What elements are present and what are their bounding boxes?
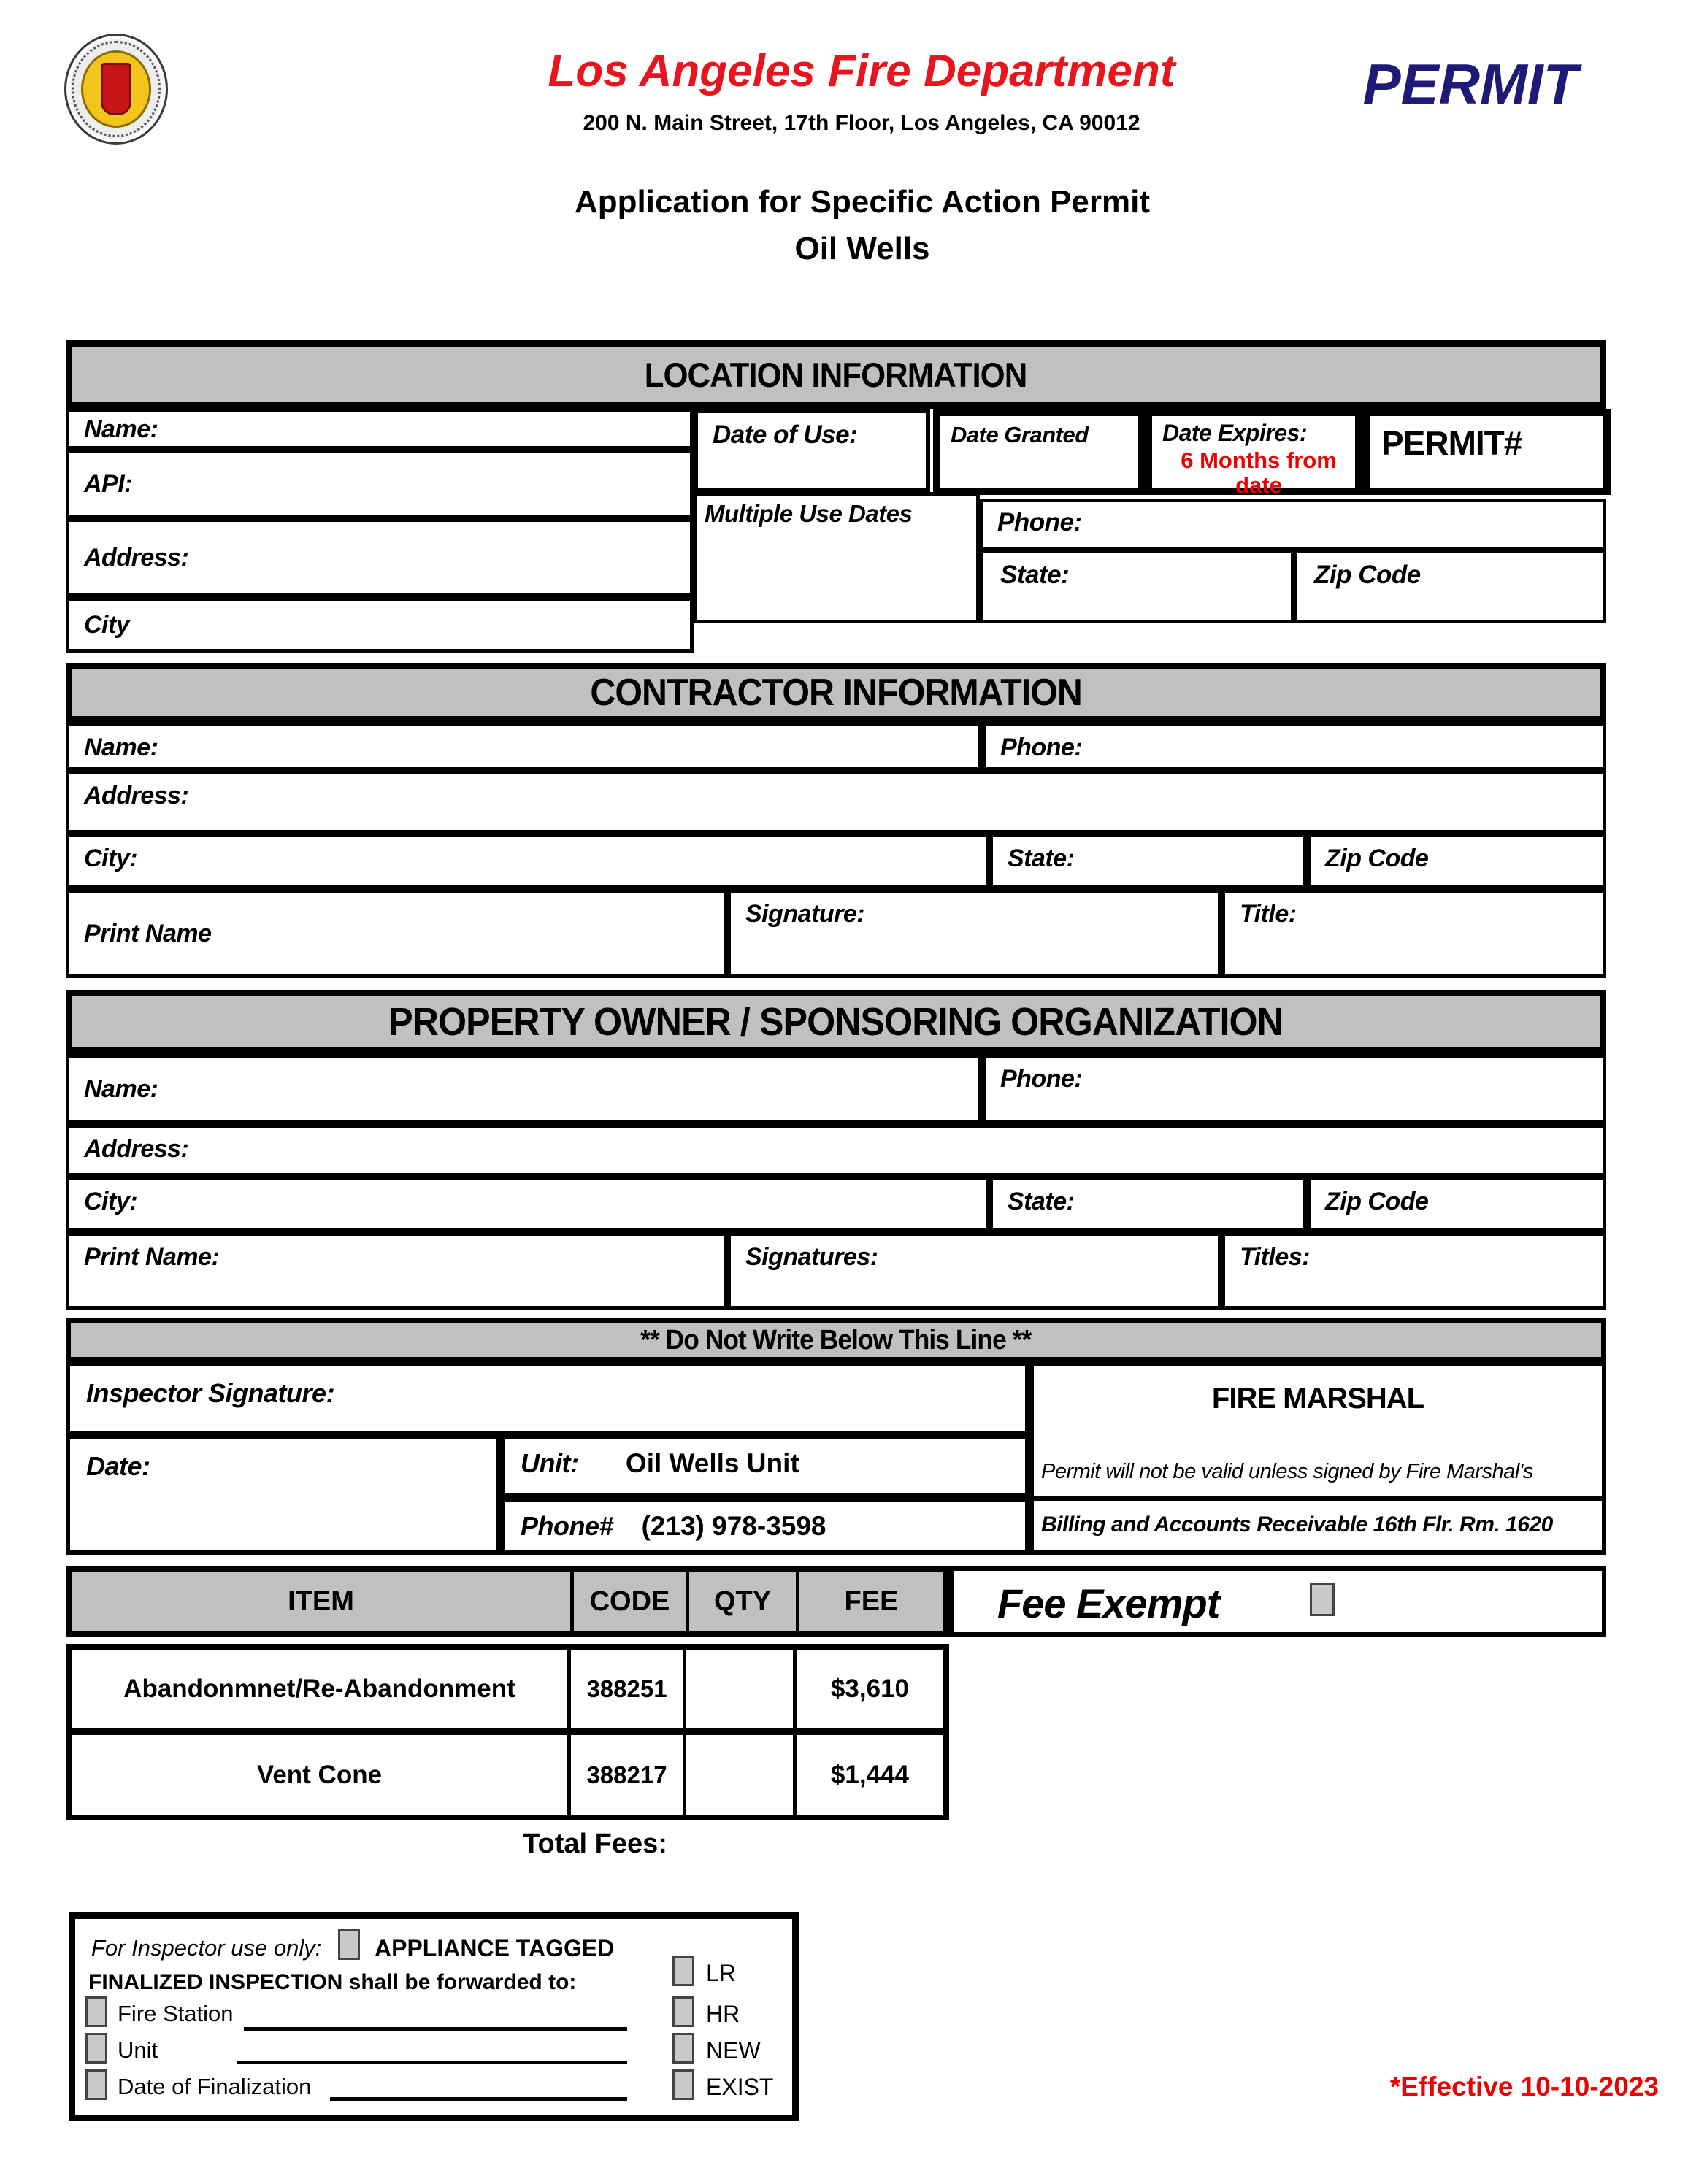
new-checkbox[interactable] <box>672 2033 694 2064</box>
fee-exempt-box <box>949 1566 1606 1637</box>
owner-signatures-label: Signatures: <box>745 1243 878 1271</box>
for-inspector-label: For Inspector use only: <box>91 1935 322 1961</box>
inspector-signature-label: Inspector Signature: <box>86 1378 335 1408</box>
location-date-of-use-field[interactable] <box>694 409 930 492</box>
fire-marshal-box <box>1029 1362 1606 1555</box>
fee-code-cell: 388217 <box>571 1735 686 1815</box>
form-title-line2: Oil Wells <box>794 231 930 266</box>
multiple-use-dates-label: Multiple Use Dates <box>705 500 913 527</box>
office-date-field[interactable] <box>66 1435 500 1555</box>
contractor-phone-field[interactable] <box>982 723 1606 771</box>
location-name-field[interactable] <box>66 409 694 450</box>
date-granted-field[interactable] <box>933 409 1145 495</box>
seal-center <box>81 50 151 128</box>
fee-table-header <box>66 1566 949 1637</box>
hr-checkbox[interactable] <box>672 1996 694 2027</box>
owner-phone-field[interactable] <box>982 1054 1606 1124</box>
contractor-city-field[interactable] <box>66 834 989 889</box>
fee-qty-cell[interactable] <box>686 1735 797 1815</box>
fire-marshal-valid-note: Permit will not be valid unless signed by Fire Marshal's <box>1041 1460 1533 1483</box>
contractor-address-field[interactable] <box>66 771 1606 834</box>
fee-col-qty: QTY <box>689 1572 799 1631</box>
fee-col-item: ITEM <box>72 1572 574 1631</box>
owner-titles-field[interactable] <box>1221 1232 1606 1310</box>
location-phone-label: Phone: <box>997 508 1082 537</box>
location-zip-field[interactable] <box>1294 550 1606 623</box>
location-api-field[interactable] <box>66 450 694 518</box>
contractor-state-label: State: <box>1008 845 1075 872</box>
contractor-title-field[interactable] <box>1221 889 1606 978</box>
unit-line[interactable] <box>237 2061 627 2064</box>
owner-state-field[interactable] <box>989 1177 1307 1232</box>
permit-number-label: PERMIT# <box>1381 424 1522 462</box>
permit-number-field[interactable] <box>1362 409 1611 495</box>
date-of-finalization-line[interactable] <box>330 2097 627 2101</box>
exist-label: EXIST <box>706 2074 774 2100</box>
department-title: Los Angeles Fire Department <box>548 46 1175 96</box>
fee-row-vent-cone <box>66 1731 949 1820</box>
lr-label: LR <box>706 1960 736 1986</box>
fee-qty-cell[interactable] <box>686 1650 797 1728</box>
date-of-finalization-label: Date of Finalization <box>118 2074 312 2099</box>
date-of-finalization-checkbox[interactable] <box>85 2069 107 2100</box>
contractor-city-label: City: <box>84 845 138 872</box>
location-section-header <box>66 340 1606 409</box>
location-city-field[interactable] <box>66 597 694 653</box>
office-phone-label: Phone# <box>521 1511 614 1541</box>
appliance-tagged-label: APPLIANCE TAGGED <box>375 1935 615 1961</box>
contractor-name-field[interactable] <box>66 723 982 771</box>
fee-exempt-label: Fee Exempt <box>997 1580 1220 1626</box>
hr-label: HR <box>706 2001 740 2027</box>
owner-address-field[interactable] <box>66 1124 1606 1177</box>
department-address: 200 N. Main Street, 17th Floor, Los Angeles, CA 90012 <box>583 111 1140 135</box>
owner-print-name-field[interactable] <box>66 1232 727 1310</box>
owner-zip-field[interactable] <box>1307 1177 1606 1232</box>
fee-col-fee: FEE <box>844 1585 899 1617</box>
owner-titles-label: Titles: <box>1240 1243 1311 1271</box>
effective-date-note: *Effective 10-10-2023 <box>1389 2072 1659 2102</box>
inspector-use-box <box>69 1912 799 2121</box>
contractor-name-label: Name: <box>84 734 158 761</box>
location-name-label: Name: <box>84 415 158 443</box>
unit-forward-label: Unit <box>118 2037 158 2063</box>
owner-name-field[interactable] <box>66 1054 982 1124</box>
fee-row-abandonment <box>66 1644 949 1731</box>
contractor-section-title: CONTRACTOR INFORMATION <box>590 672 1082 714</box>
location-zip-label: Zip Code <box>1314 561 1421 589</box>
owner-section-header <box>66 990 1606 1054</box>
lr-checkbox[interactable] <box>672 1956 694 1986</box>
contractor-section-header <box>66 663 1606 723</box>
exist-checkbox[interactable] <box>672 2069 694 2100</box>
contractor-state-field[interactable] <box>989 834 1307 889</box>
owner-address-label: Address: <box>84 1135 189 1163</box>
fee-fee-cell: $3,610 <box>830 1674 910 1703</box>
location-state-field[interactable] <box>980 550 1294 623</box>
location-state-label: State: <box>1000 561 1070 589</box>
owner-state-label: State: <box>1008 1188 1075 1215</box>
office-unit-field[interactable] <box>500 1435 1029 1498</box>
contractor-print-name-field[interactable] <box>66 889 727 978</box>
seal-shield-icon <box>101 63 131 115</box>
permit-stamp: PERMIT <box>1362 52 1578 116</box>
owner-signatures-field[interactable] <box>727 1232 1221 1310</box>
location-address-field[interactable] <box>66 518 694 597</box>
contractor-zip-field[interactable] <box>1307 834 1606 889</box>
fee-item-cell: Abandonmnet/Re-Abandonment <box>72 1650 571 1728</box>
owner-city-label: City: <box>84 1188 138 1215</box>
unit-checkbox[interactable] <box>85 2033 107 2064</box>
fire-station-line[interactable] <box>244 2027 627 2031</box>
date-of-use-label: Date of Use: <box>713 420 858 449</box>
fire-marshal-title: FIRE MARSHAL <box>1211 1383 1424 1415</box>
office-unit-value: Oil Wells Unit <box>625 1448 799 1478</box>
office-phone-value: (213) 978-3598 <box>641 1511 826 1541</box>
location-city-label: City <box>84 610 130 639</box>
appliance-tagged-checkbox[interactable] <box>338 1929 360 1960</box>
lafd-seal <box>64 34 168 145</box>
office-unit-label: Unit: <box>521 1448 579 1478</box>
fire-marshal-divider <box>1034 1496 1602 1501</box>
owner-section-title: PROPERTY OWNER / SPONSORING ORGANIZATION <box>388 1000 1284 1044</box>
contractor-address-label: Address: <box>84 782 189 810</box>
location-phone-field[interactable] <box>980 499 1606 550</box>
owner-print-name-label: Print Name: <box>84 1243 220 1271</box>
contractor-phone-label: Phone: <box>1000 734 1083 761</box>
fee-exempt-checkbox[interactable] <box>1310 1583 1335 1616</box>
multiple-use-dates-field[interactable] <box>694 492 980 623</box>
date-expires-note-line1: 6 Months from date <box>1181 447 1337 498</box>
owner-city-field[interactable] <box>66 1177 989 1232</box>
date-expires-field[interactable] <box>1145 409 1362 498</box>
form-title-line1: Application for Specific Action Permit <box>574 184 1151 220</box>
office-phone-field[interactable] <box>500 1498 1029 1555</box>
contractor-print-name-label: Print Name <box>84 919 212 947</box>
fire-station-checkbox[interactable] <box>85 1996 107 2027</box>
location-api-label: API: <box>84 469 132 498</box>
location-section-title: LOCATION INFORMATION <box>645 355 1027 394</box>
fire-marshal-billing-note: Billing and Accounts Receivable 16th Flr. Rm. 1620 <box>1041 1512 1553 1537</box>
fee-item-cell: Vent Cone <box>72 1735 571 1815</box>
owner-zip-label: Zip Code <box>1325 1188 1429 1215</box>
contractor-zip-label: Zip Code <box>1325 845 1429 872</box>
owner-name-label: Name: <box>84 1074 158 1103</box>
fee-fee-cell: $1,444 <box>830 1760 910 1789</box>
finalized-inspection-label: FINALIZED INSPECTION shall be forwarded to: <box>88 1970 577 1994</box>
inspector-signature-field[interactable] <box>66 1362 1029 1435</box>
owner-phone-label: Phone: <box>1000 1065 1083 1093</box>
do-not-write-text: ** Do Not Write Below This Line ** <box>640 1324 1032 1356</box>
office-date-label: Date: <box>86 1451 150 1481</box>
fire-station-label: Fire Station <box>118 2001 234 2026</box>
location-address-label: Address: <box>84 543 189 572</box>
fee-code-cell: 388251 <box>571 1650 686 1728</box>
contractor-signature-field[interactable] <box>727 889 1221 978</box>
date-granted-label: Date Granted <box>951 422 1089 447</box>
date-expires-label: Date Expires: <box>1162 420 1308 446</box>
contractor-title-label: Title: <box>1240 900 1297 928</box>
contractor-signature-label: Signature: <box>745 900 865 928</box>
do-not-write-divider <box>66 1318 1606 1362</box>
new-label: NEW <box>706 2037 761 2064</box>
fee-col-code: CODE <box>574 1572 689 1631</box>
total-fees-label: Total Fees: <box>523 1829 667 1859</box>
